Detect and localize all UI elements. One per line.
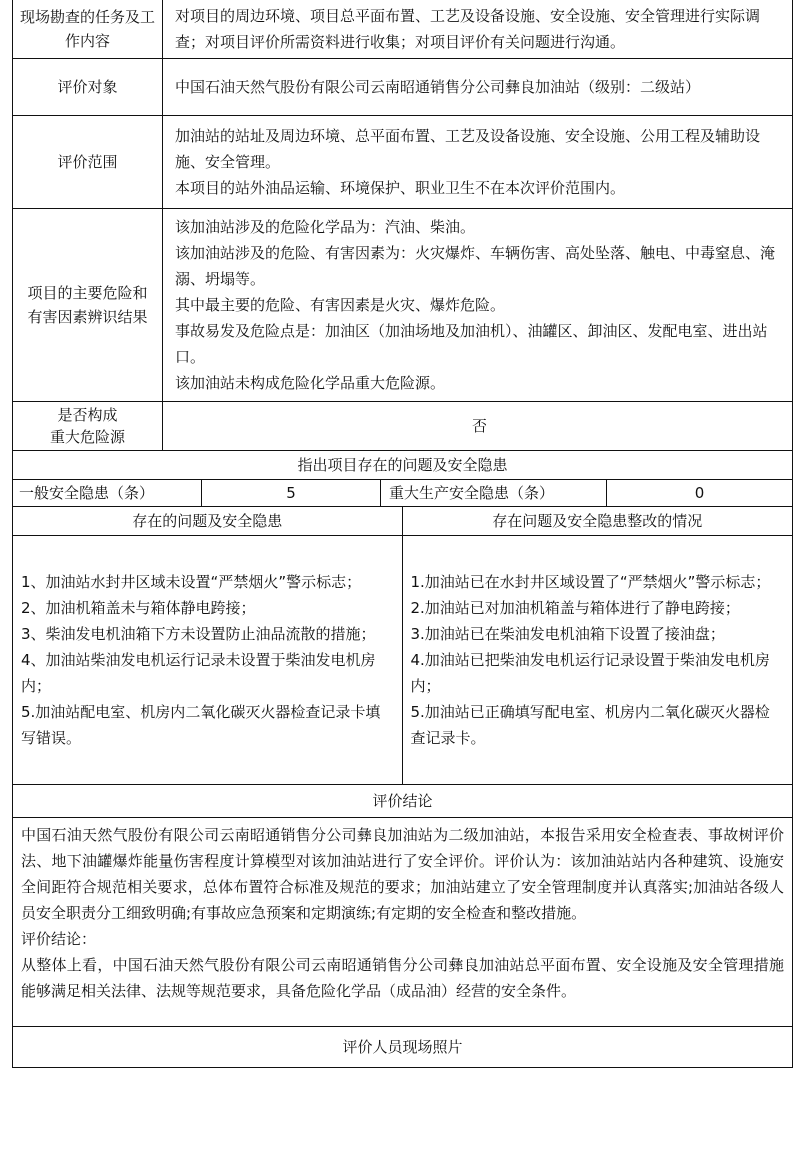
scope-text: [163, 116, 792, 208]
row-counts: [13, 480, 792, 507]
row-scope: [13, 116, 792, 209]
row-major-hazard: [13, 402, 792, 451]
rectification-item: 1.加油站已在水封井区域设置了“严禁烟火”警示标志；: [410, 573, 771, 591]
conclusion-body: [13, 818, 792, 1026]
scope-label: 评价范围: [13, 116, 163, 208]
problem-item: 4、加油站柴油发电机运行记录未设置于柴油发电机房内；: [21, 651, 376, 695]
row-issue-headers: [13, 507, 792, 536]
task-label: 现场勘查的任务及工作内容: [13, 0, 163, 58]
hazards-line: 其中最主要的危险、有害因素是火灾、爆炸危险。: [175, 296, 506, 314]
object-text: [163, 59, 792, 115]
task-text-content: 对项目的周边环境、项目总平面布置、工艺及设备设施、安全设施、安全管理进行实际调查；对项目评价所需资料进行收集；对项目评价有关问题进行沟通。: [175, 7, 761, 51]
conclusion-final: 从整体上看，中国石油天然气股份有限公司云南昭通销售分公司彝良加油站总平面布置、安全设施及安全管理措施能够满足相关法律、法规等规范要求，具备危险化学品（成品油）经营的安全条件。: [21, 956, 784, 1000]
rectification-item: 2.加油站已对加油机箱盖与箱体进行了静电跨接；: [410, 599, 740, 617]
rectification-item: 3.加油站已在柴油发电机油箱下设置了接油盘；: [410, 625, 725, 643]
issues-title: 指出项目存在的问题及安全隐患: [297, 456, 508, 474]
problem-item: 2、加油机箱盖未与箱体静电跨接；: [21, 599, 256, 617]
rectifications-list: [403, 536, 793, 784]
general-hazard-count: 5: [202, 480, 381, 506]
major-hazard-value: 否: [471, 417, 487, 435]
major-hazard-label: [13, 402, 163, 450]
rectification-item: 5.加油站已正确填写配电室、机房内二氧化碳灭火器检查记录卡。: [410, 703, 770, 747]
photos-title: 评价人员现场照片: [342, 1038, 463, 1056]
problems-list: [13, 536, 403, 784]
row-task: [13, 0, 792, 59]
row-issues-title: [13, 451, 792, 480]
row-issue-details: [13, 536, 792, 785]
major-hazard-count: 0: [694, 484, 705, 502]
conclusion-subhead: 评价结论：: [21, 930, 97, 948]
conclusion-title: 评价结论: [372, 792, 433, 810]
problem-item: 5.加油站配电室、机房内二氧化碳灭火器检查记录卡填写错误。: [21, 703, 381, 747]
rectification-header: 存在问题及安全隐患整改的情况: [492, 512, 703, 530]
evaluation-form-table: [12, 0, 793, 1068]
task-text: [163, 0, 792, 58]
row-object: [13, 59, 792, 116]
rectification-item: 4.加油站已把柴油发电机运行记录设置于柴油发电机房内；: [410, 651, 770, 695]
row-photos-title: [13, 1027, 792, 1067]
problems-header: 存在的问题及安全隐患: [13, 507, 403, 535]
major-hazard-label-line1: 是否构成: [57, 406, 118, 424]
hazards-line: 事故易发及危险点是：加油区（加油场地及加油机）、油罐区、卸油区、发配电室、进出站口。: [175, 322, 768, 366]
hazards-text: [163, 209, 792, 401]
scope-line: 本项目的站外油品运输、环境保护、职业卫生不在本次评价范围内。: [175, 179, 626, 197]
hazards-line: 该加油站涉及的危险、有害因素为：火灾爆炸、车辆伤害、高处坠落、触电、中毒窒息、淹溺、坍塌等。: [175, 244, 776, 288]
hazards-line: 该加油站未构成危险化学品重大危险源。: [175, 374, 446, 392]
hazards-label: 项目的主要危险和有害因素辨识结果: [13, 209, 163, 401]
object-text-content: 中国石油天然气股份有限公司云南昭通销售分公司彝良加油站（级别：二级站）: [175, 78, 701, 96]
object-label: 评价对象: [13, 59, 163, 115]
scope-line: 加油站的站址及周边环境、总平面布置、工艺及设备设施、安全设施、公用工程及辅助设施、安全管理。: [175, 127, 761, 171]
row-hazards: [13, 209, 792, 402]
hazards-line: 该加油站涉及的危险化学品为：汽油、柴油。: [175, 218, 476, 236]
major-hazard-count-label: 重大生产安全隐患（条）: [381, 480, 607, 506]
major-hazard-label-line2: 重大危险源: [49, 428, 125, 446]
problem-item: 3、柴油发电机油箱下方未设置防止油品流散的措施；: [21, 625, 376, 643]
problem-item: 1、加油站水封井区域未设置“严禁烟火”警示标志；: [21, 573, 362, 591]
conclusion-paragraph: 中国石油天然气股份有限公司云南昭通销售分公司彝良加油站为二级加油站，本报告采用安全检查表、事故树评价法、地下油罐爆炸能量伤害程度计算模型对该加油站进行了安全评价。评价认为：该加油站站内各种建筑、设施安全间距符合规范相关要求，总体布置符合标准及规范的要求；加油站建立了安全管理制度并认真落实;加油站各级人员安全职责分工细致明确;有事故应急预案和定期演练;有定期的安全检查和整改措施。: [21, 826, 784, 922]
row-conclusion-title: [13, 785, 792, 818]
row-conclusion-body: [13, 818, 792, 1027]
general-hazard-label: 一般安全隐患（条）: [13, 480, 202, 506]
